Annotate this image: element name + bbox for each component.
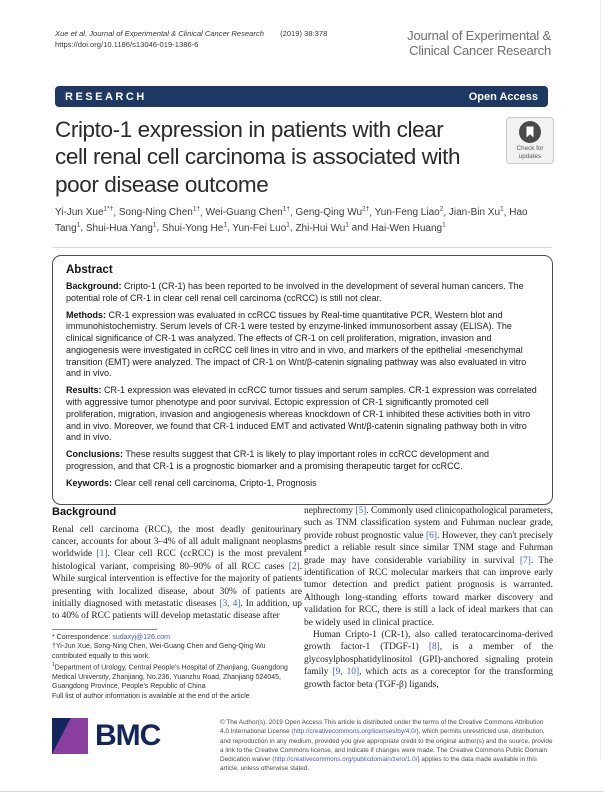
author: Shui-Yong He$^1$ [161, 221, 227, 234]
footnotes [52, 629, 302, 702]
author: Zhi-Hui Wu$^1$ [295, 221, 349, 234]
copyright-text: © The Author(s). 2019 Open Access This article is distributed under the terms of the Creative Commons Attribution 4.0 International License (http://creativecommons.org/licenses/by/4.0/), which permits unrestricted use, distribution, and reproduction in any medium, provided you give appropriate credit to the original author(s) and the source, provide a link to the Creative Commons license, and indicate if changes were made. The Creative Commons Public Domain Dedication waiver (http://creativecommons.org/publicdomain/zero/1.0/) applies to the data made available in this article, unless otherwise stated. [220, 719, 553, 773]
author: Shui-Hua Yang$^1$ [85, 221, 157, 234]
bmc-logo-text: BMC [95, 719, 161, 752]
author: Yi-Jun Xue$^{1*\dagger}$ [55, 206, 114, 219]
journal-name: Journal of Experimental & Clinical Cancer Research [407, 28, 551, 59]
abstract-results: Results: CR-1 expression was elevated in ccRCC tumor tissues and serum samples. CR-1 expression was correlated with aggressive tumor phenotype and poor survival. Ectopic expression of CR-1 significantly promoted cell proliferation, migration, invasion and angiogenesis whereas knockdown of CR-1 inhibited these activities both in vitro and in vivo. Moreover, we found that CR-1 induced EMT and activated Wnt/β-catenin signaling pathway both in vitro and in vivo. [66, 385, 537, 443]
citation-ref[interactable]: [8] [428, 642, 440, 653]
cc-license-link[interactable]: http://creativecommons.org/publicdomain/zero/1.0/ [274, 756, 418, 764]
author: Geng-Qing $Wu^{2\dagger}$ [295, 206, 370, 219]
page-header [55, 28, 551, 59]
bmc-logo-icon [52, 718, 88, 754]
abstract-box [52, 255, 553, 505]
check-for-updates-badge[interactable] [506, 117, 554, 164]
authors-divider [52, 247, 552, 248]
citation-ref[interactable]: [5] [355, 506, 367, 516]
article-type-banner [55, 86, 548, 107]
author-list: Yi-Jun Xue$^{1*\dagger}$, Song-Ning Chen$^{1\dagger}$, Wei-Guang Chen$^{1\dagger}$, Geng-Qing $Wu^{2\dagger}$, Yun-Feng Liao$^2$, Jian-Bin Xu$^1$, Hao Tang$^1$, Shui-Hua Yang$^1$, Shui-Yong He$^1$, Yun-Fei Luo$^1$, Zhi-Hui Wu$^1$ and Hai-Wen Huang$^1$ [55, 206, 528, 234]
background-paragraph-right-2: Human Cripto-1 (CR-1), also called teratocarcinoma-derived growth factor-1 (TDGF-1) [8], is a member of the glycosylphosphatidylinositol (GPI)-anchored signaling protein family [9, 10], which acts as a coreceptor for the transforming growth factor beta (TGF-β) ligands, [304, 630, 553, 690]
citation-ref[interactable]: [1] [96, 549, 108, 560]
cc-license-link[interactable]: http://creativecommons.org/licenses/by/4.0/ [293, 728, 417, 736]
citation-volume: (2019) 38:378 [280, 29, 328, 38]
affiliation-note: $^1$Department of Urology, Central People's Hospital of Zhanjiang, Guangdong Medical University, Zhanjiang, No.236, Yuanzhu Road, Zhanjiang 524045, Guangdong Province, People's Republic of China [52, 661, 288, 691]
citation-ref[interactable]: [2] [288, 561, 300, 572]
correspondence-email-link[interactable]: sudaxyj@126.com [112, 633, 171, 641]
open-access-label: Open Access [468, 90, 538, 103]
research-label: RESEARCH [65, 90, 147, 103]
footnote-rule [52, 629, 157, 630]
abstract-keywords: Keywords: Clear cell renal cell carcinoma, Cripto-1, Prognosis [66, 477, 317, 488]
author: Hai-Wen Huang$^1$ [371, 221, 446, 234]
body-column-left [52, 505, 302, 702]
background-paragraph-right-1: nephrectomy [5]. Commonly used clinicopathological parameters, such as TNM classification system and Fuhrman nuclear grade, provide robust prognostic value [6]. However, they can't precisely predict a reliable result since similar TNM stage and Fuhrman grade may have considerable variability in survival [7]. The identification of RCC molecular markers that can improve early tumor detection and predict patient prognosis is warranted. Although long-standing efforts toward marker discovery and validation for RCC, there is still a lack of ideal markers that can be widely used in clinical practice. [304, 506, 553, 628]
background-heading: Background [52, 506, 117, 518]
abstract-heading: Abstract [66, 264, 113, 276]
body-column-right [304, 505, 553, 691]
citation-ref[interactable]: [7] [519, 555, 531, 566]
author: Hao Tang$^1$ [55, 207, 528, 234]
check-updates-label: Check for updates [516, 144, 544, 160]
abstract-conclusions: Conclusions: These results suggest that CR-1 is likely to play important roles in ccRCC development and progression, and that CR-1 is a prognostic biomarker and a promising therapeutic target for ccRCC. [66, 449, 490, 471]
citation-block [55, 28, 327, 59]
article-title: Cripto-1 expression in patients with clear cell renal cell carcinoma is associated with poor disease outcome [55, 117, 461, 197]
background-paragraph-left: Renal cell carcinoma (RCC), the most deadly genitourinary cancer, accounts for about 3–4% of all adult malignant neoplasms worldwide [1]. Clear cell RCC (ccRCC) is the most prevalent histological variant, comprising 80–90% of all RCC cases [2]. While surgical intervention is effective for the majority of patients presenting with localized disease, about 30% of patients are initially diagnosed with metastatic diseases [3, 4]. In addition, up to 40% of RCC patients will develop metastatic disease after [52, 524, 302, 622]
abstract-methods: Methods: CR-1 expression was evaluated in ccRCC tissues by Real-time quantitative PCR, Western blot and immunohistochemistry. Serum levels of CR-1 were tested by enzyme-linked immunosorbent assay (ELISA). The clinical significance of CR-1 was analyzed. The effects of CR-1 on cell proliferation, migration, invasion and angiogenesis were investigated in ccRCC cell lines in vitro and in vivo, and markers of the epithelial -mesenchymal transition (EMT) were analyzed. The impact of CR-1 on Wnt/β-catenin signaling pathway was also evaluated in vitro and in vivo. [66, 309, 527, 379]
scan-edge-line [600, 0, 601, 760]
author: Wei-Guang Chen$^{1\dagger}$ [205, 206, 290, 219]
citation-ref[interactable]: [9, 10] [332, 667, 360, 678]
equal-contribution-note: †Yi-Jun Xue, Song-Ning Chen, Wei-Guang Chen and Geng-Qing Wu contributed equally to this work. [52, 643, 266, 661]
page-footer [52, 718, 554, 774]
citation-line [55, 28, 327, 39]
page-bottom-rule [0, 791, 604, 792]
author: Song-Ning Chen$^{1\dagger}$ [118, 206, 201, 219]
citation-ref[interactable]: [3, 4] [219, 598, 241, 609]
author: Yun-Feng Liao$^2$ [374, 206, 444, 219]
citation-text: Xue et al. Journal of Experimental & Clinical Cancer Research [55, 29, 264, 38]
full-author-info-note: Full list of author information is available at the end of the article [52, 693, 250, 701]
abstract-background: Background: Cripto-1 (CR-1) has been reported to be involved in the development of several human cancers. The potential role of CR-1 in clear cell renal cell carcinoma (ccRCC) is still not clear. [66, 281, 524, 303]
doi-text: https://doi.org/10.1186/s13046-019-1386-6 [55, 40, 199, 50]
crossmark-bookmark-icon [519, 121, 541, 143]
bmc-logo [52, 718, 220, 754]
citation-ref[interactable]: [6] [426, 530, 437, 541]
author: Jian-Bin Xu$^1$ [448, 206, 504, 219]
author: Yun-Fei Luo$^1$ [232, 221, 290, 234]
correspondence-line: * Correspondence: sudaxyj@126.com [52, 633, 171, 641]
